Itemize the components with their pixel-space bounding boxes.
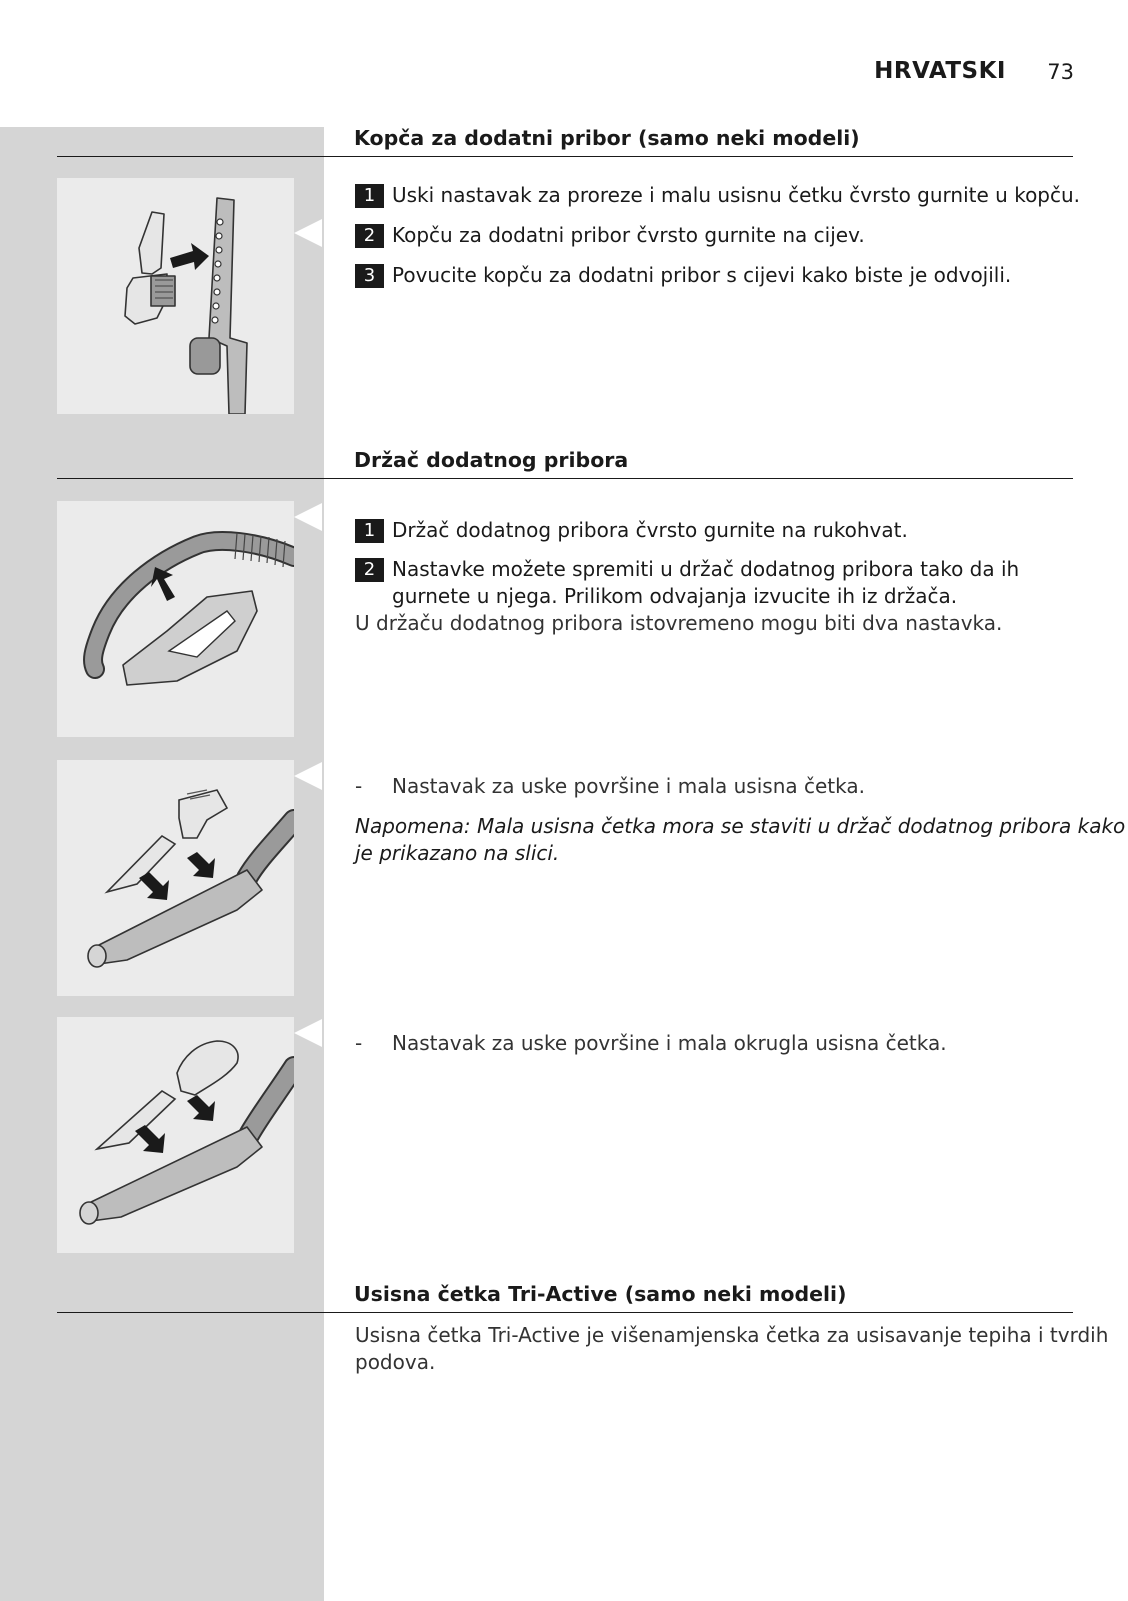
bullet-dash: - [355, 774, 363, 798]
step-text: Kopču za dodatni pribor čvrsto gurnite na cijev. [392, 223, 865, 247]
step-number-badge: 2 [355, 224, 384, 248]
section-rule [57, 478, 1073, 479]
step-number-badge: 1 [355, 519, 384, 543]
illustration-holder-on-handle [57, 501, 294, 737]
step-text: Povucite kopču za dodatni pribor s cijevi kako biste je odvojili. [392, 263, 1012, 287]
step-number-badge: 1 [355, 184, 384, 208]
step-text: Uski nastavak za proreze i malu usisnu četku čvrsto gurnite u kopču. [392, 183, 1081, 207]
holder-note-line-1: Napomena: Mala usisna četka mora se staviti u držač dodatnog pribora kako [355, 814, 1126, 838]
page-number: 73 [1047, 60, 1074, 84]
section-rule [57, 156, 1073, 157]
bullet-text: Nastavak za uske površine i mala usisna četka. [392, 774, 865, 798]
section-title-triactive: Usisna četka Tri-Active (samo neki modeli) [354, 1282, 847, 1306]
triactive-text-line-2: podova. [355, 1350, 436, 1374]
illustration-clip-on-tube [57, 178, 294, 414]
step-text: Nastavke možete spremiti u držač dodatnog pribora tako da ih [392, 557, 1020, 581]
section-rule [57, 1312, 1073, 1313]
panel-pointer [294, 219, 322, 247]
section-title-clip: Kopča za dodatni pribor (samo neki modeli) [354, 126, 860, 150]
holder-bullet-1 [355, 773, 865, 800]
holder-info-text: U držaču dodatnog pribora istovremeno mogu biti dva nastavka. [355, 611, 1003, 635]
triactive-text-line-1: Usisna četka Tri-Active je višenamjenska četka za usisavanje tepiha i tvrdih [355, 1323, 1109, 1347]
bullet-text: Nastavak za uske površine i mala okrugla usisna četka. [392, 1031, 947, 1055]
clip-step-3 [355, 262, 1011, 289]
holder-step-2-continued: gurnete u njega. Prilikom odvajanja izvucite ih iz držača. [392, 584, 958, 608]
panel-pointer [294, 1019, 322, 1047]
illustration-nozzle-and-round-brush [57, 1017, 294, 1253]
step-number-badge: 3 [355, 264, 384, 288]
step-text: Držač dodatnog pribora čvrsto gurnite na rukohvat. [392, 518, 908, 542]
panel-pointer [294, 503, 322, 531]
language-header: HRVATSKI [874, 58, 1006, 84]
illustration-nozzle-and-brush [57, 760, 294, 996]
bullet-dash: - [355, 1031, 363, 1055]
clip-step-1 [355, 182, 1080, 209]
step-number-badge: 2 [355, 558, 384, 582]
holder-bullet-2 [355, 1030, 947, 1057]
holder-note-line-2: je prikazano na slici. [355, 841, 560, 865]
clip-step-2 [355, 222, 865, 249]
holder-step-2 [355, 556, 1019, 583]
panel-pointer [294, 762, 322, 790]
holder-step-1 [355, 517, 908, 544]
section-title-holder: Držač dodatnog pribora [354, 448, 629, 472]
